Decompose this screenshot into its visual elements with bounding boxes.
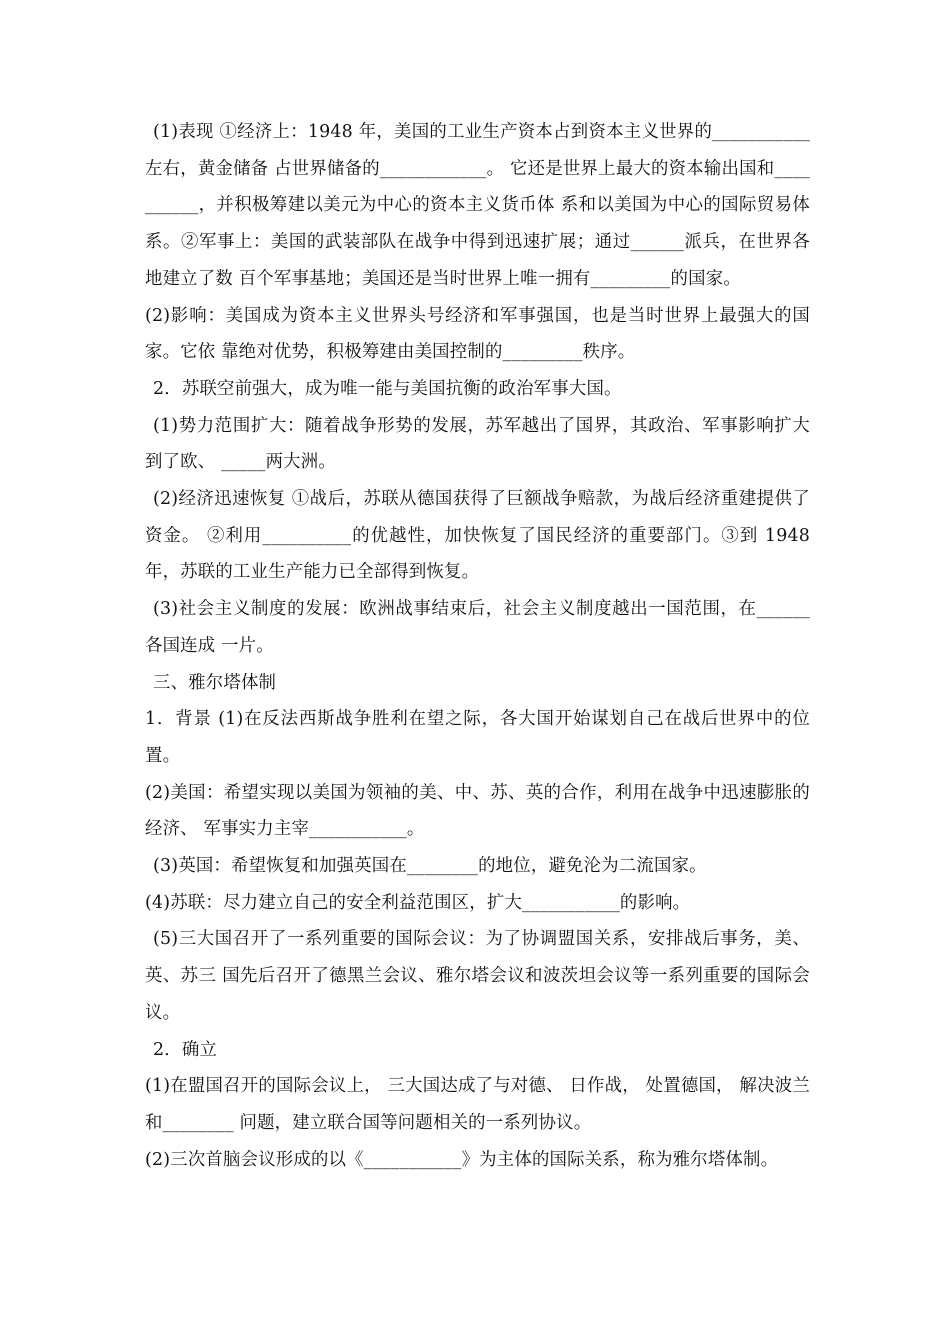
paragraph-ussr-economy: (2)经济迅速恢复 ①战后，苏联从德国获得了巨额战争赔款，为战后经济重建提供了资金。 ②利用__________的优越性，加快恢复了国民经济的重要部门。③到 1948 年，苏联的工业生产能力已全部得到恢复。 [145, 489, 810, 583]
paragraph-yalta-system: (2)三次首脑会议形成的以《___________》为主体的国际关系，称为雅尔塔体制。 [145, 1149, 779, 1170]
paragraph-agreements: (1)在盟国召开的国际会议上， 三大国达成了与对德、 日作战， 处置德国， 解决波兰和________ 问题，建立联合国等问题相关的一系列协议。 [145, 1076, 810, 1133]
paragraph-us-influence: (2)影响：美国成为资本主义世界头号经济和军事强国，也是当时世界上最强大的国家。它依 靠绝对优势，积极筹建由美国控制的_________秩序。 [145, 305, 810, 363]
paragraph-background: 1．背景 (1)在反法西斯战争胜利在望之际，各大国开始谋划自己在战后世界中的位置。 [145, 709, 810, 766]
paragraph-us-goal: (2)美国：希望实现以美国为领袖的美、中、苏、英的合作，利用在战争中迅速膨胀的经济、 军事实力主宰___________。 [145, 782, 810, 840]
paragraph-conferences: (5)三大国召开了一系列重要的国际会议：为了协调盟国关系，安排战后事务，美、英、苏三 国先后召开了德黑兰会议、雅尔塔会议和波茨坦会议等一系列重要的国际会议。 [145, 929, 810, 1023]
section-heading-yalta: 三、雅尔塔体制 [153, 672, 277, 693]
paragraph-ussr-heading: 2．苏联空前强大，成为唯一能与美国抗衡的政治军事大国。 [153, 378, 622, 399]
subheading-establishment: 2．确立 [153, 1039, 218, 1060]
document-body [145, 114, 810, 1178]
paragraph-us-manifestation: (1)表现 ①经济上：1948 年，美国的工业生产资本占到资本主义世界的___________左右，黄金储备 占世界储备的____________。 它还是世界上最大的资本输出国和__________，并积极筹建以美元为中心的资本主义货币体 系和以美国为中心的国际贸易体系。②军事上：美国的武装部队在战争中得到迅速扩展；通过______派兵，在世界各地建立了数 百个军事基地；美国还是当时世界上唯一拥有_________的国家。 [145, 122, 810, 289]
paragraph-ussr-goal: (4)苏联：尽力建立自己的安全利益范围区，扩大___________的影响。 [145, 892, 691, 913]
paragraph-uk-goal: (3)英国：希望恢复和加强英国在________的地位，避免沦为二流国家。 [153, 856, 707, 877]
paragraph-socialism-development: (3)社会主义制度的发展：欧洲战事结束后，社会主义制度越出一国范围，在______各国连成 一片。 [145, 599, 810, 656]
paragraph-ussr-sphere: (1)势力范围扩大：随着战争形势的发展，苏军越出了国界，其政治、军事影响扩大到了欧、 _____两大洲。 [145, 415, 810, 473]
